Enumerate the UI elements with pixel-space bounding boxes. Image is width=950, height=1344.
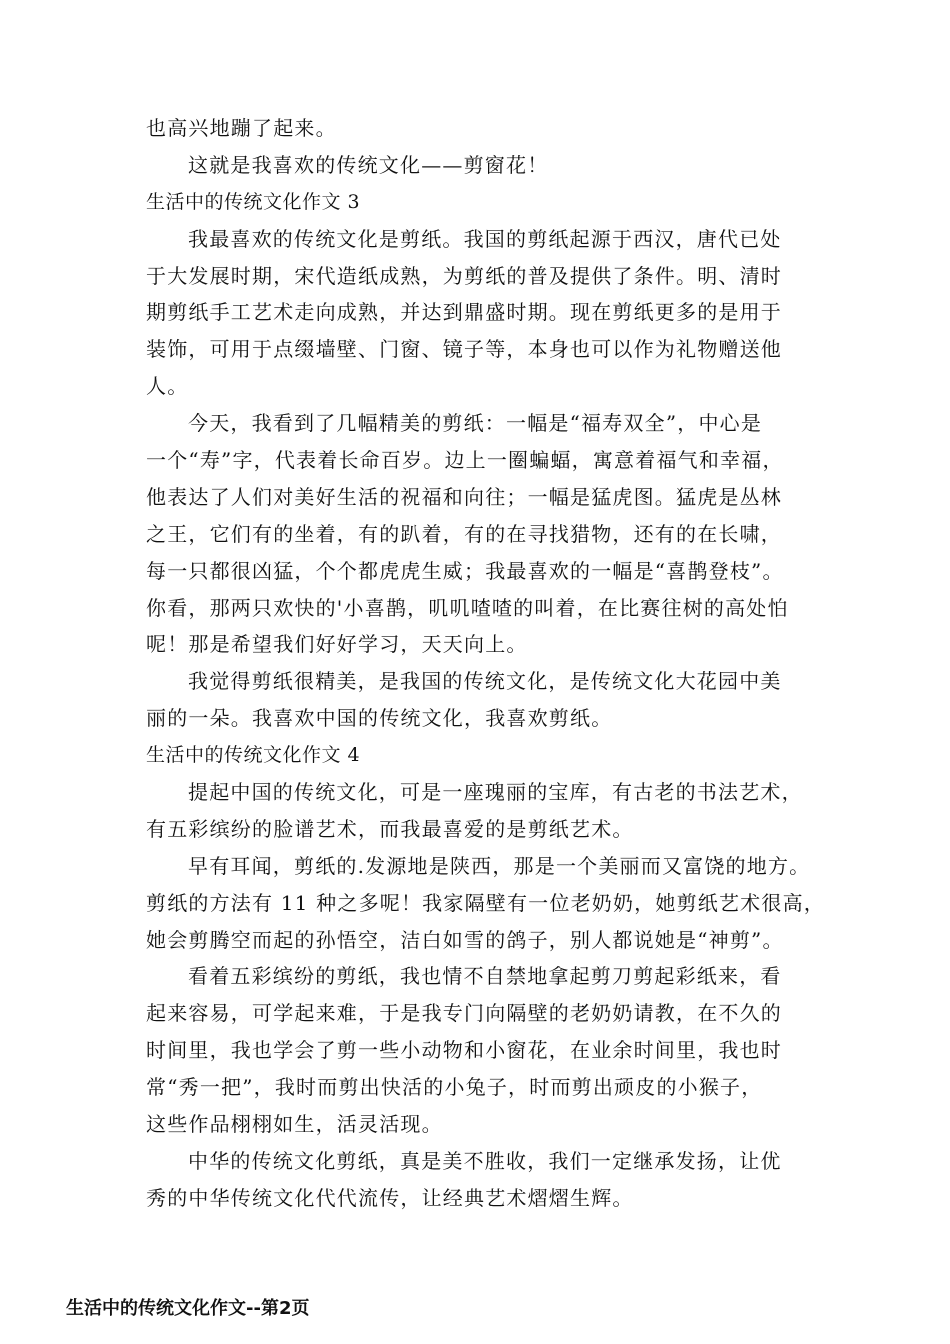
text-line: 呢！那是希望我们好好学习，天天向上。 xyxy=(146,632,528,657)
text-line: 秀的中华传统文化代代流传，让经典艺术熠熠生辉。 xyxy=(146,1185,634,1210)
text-line: 期剪纸手工艺术走向成熟，并达到鼎盛时期。现在剪纸更多的是用于 xyxy=(146,300,782,325)
text-line: 于大发展时期，宋代造纸成熟，为剪纸的普及提供了条件。明、清时 xyxy=(146,263,782,288)
text-line: 你看，那两只欢快的'小喜鹊，叽叽喳喳的叫着，在比赛往树的高处怕 xyxy=(146,595,789,620)
text-line: 我最喜欢的传统文化是剪纸。我国的剪纸起源于西汉，唐代已处 xyxy=(188,226,782,251)
text-line: 我觉得剪纸很精美，是我国的传统文化，是传统文化大花园中美 xyxy=(188,669,782,694)
section-heading: 生活中的传统文化作文 4 xyxy=(146,744,361,767)
text-line: 也高兴地蹦了起来。 xyxy=(146,116,337,140)
section-heading: 生活中的传统文化作文 3 xyxy=(146,190,361,213)
document-body xyxy=(146,110,825,1217)
text-line: 看着五彩缤纷的剪纸，我也情不自禁地拿起剪刀剪起彩纸来，看 xyxy=(188,964,782,989)
text-line: 剪纸的方法有 11 种之多呢！我家隔壁有一位老奶奶，她剪纸艺术很高， xyxy=(146,890,825,915)
text-line: 她会剪腾空而起的孙悟空，洁白如雪的鸽子，别人都说她是“神剪”。 xyxy=(146,927,784,952)
text-line: 中华的传统文化剪纸，真是美不胜收，我们一定继承发扬，让优 xyxy=(188,1148,782,1173)
text-line: 人。 xyxy=(146,374,189,399)
text-line: 一个“寿”字，代表着长命百岁。边上一圈蝙蝠，寓意着福气和幸福， xyxy=(146,448,784,473)
text-line: 丽的一朵。我喜欢中国的传统文化，我喜欢剪纸。 xyxy=(146,706,613,731)
text-line: 这就是我喜欢的传统文化——剪窗花！ xyxy=(188,152,549,177)
text-line: 他表达了人们对美好生活的祝福和向往；一幅是猛虎图。猛虎是丛林 xyxy=(146,484,782,509)
text-line: 提起中国的传统文化，可是一座瑰丽的宝库，有古老的书法艺术， xyxy=(188,780,803,805)
text-line: 之王，它们有的坐着，有的趴着，有的在寻找猎物，还有的在长啸， xyxy=(146,521,782,546)
text-line: 装饰，可用于点缀墙壁、门窗、镜子等，本身也可以作为礼物赠送他 xyxy=(146,337,782,362)
text-line: 早有耳闻，剪纸的.发源地是陕西，那是一个美丽而又富饶的地方。 xyxy=(188,853,811,878)
text-line: 每一只都很凶猛，个个都虎虎生威；我最喜欢的一幅是“喜鹊登枝”。 xyxy=(146,558,784,583)
text-line: 今天，我看到了几幅精美的剪纸：一幅是“福寿双全”，中心是 xyxy=(188,411,763,436)
text-line: 常“秀一把”，我时而剪出快活的小兔子，时而剪出顽皮的小猴子， xyxy=(146,1075,763,1100)
page-footer: 生活中的传统文化作文--第2页 xyxy=(66,1298,310,1319)
text-line: 时间里，我也学会了剪一些小动物和小窗花，在业余时间里，我也时 xyxy=(146,1038,782,1063)
text-line: 起来容易，可学起来难，于是我专门向隔壁的老奶奶请教，在不久的 xyxy=(146,1001,782,1026)
text-line: 有五彩缤纷的脸谱艺术，而我最喜爱的是剪纸艺术。 xyxy=(146,816,634,841)
text-line: 这些作品栩栩如生，活灵活现。 xyxy=(146,1112,443,1137)
